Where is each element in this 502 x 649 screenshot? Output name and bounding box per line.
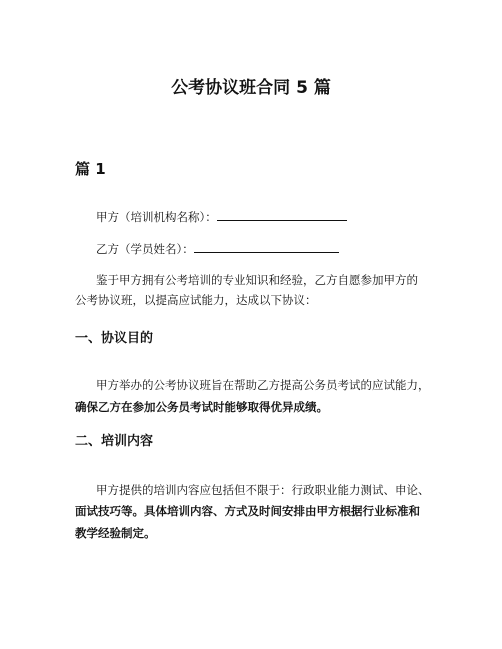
party-b-label: 乙方（学员姓名）：: [96, 242, 194, 256]
party-b-blank: [194, 240, 339, 253]
part-heading: 篇 1: [75, 160, 106, 178]
section-2-heading: 二、培训内容: [75, 434, 154, 449]
intro-line-1: 鉴于甲方拥有公考培训的专业知识和经验，乙方自愿参加甲方的: [96, 273, 418, 287]
party-a-label: 甲方（培训机构名称）：: [96, 210, 217, 224]
party-a-line: [96, 208, 347, 225]
section-1-line-1: 甲方举办的公考协议班旨在帮助乙方提高公务员考试的应试能力，: [96, 378, 430, 392]
party-a-blank: [217, 208, 347, 221]
section-2-line-3: 教学经验制定。: [75, 526, 156, 540]
section-2-line-1: 甲方提供的培训内容应包括但不限于：行政职业能力测试、申论、: [96, 483, 430, 497]
party-b-line: [96, 240, 339, 257]
document-title: 公考协议班合同 5 篇: [171, 78, 331, 98]
section-2-line-2: 面试技巧等。具体培训内容、方式及时间安排由甲方根据行业标准和: [75, 504, 420, 518]
intro-line-2: 公考协议班，以提高应试能力，达成以下协议：: [75, 293, 317, 307]
section-1-heading: 一、协议目的: [75, 331, 154, 346]
section-1-line-2: 确保乙方在参加公务员考试时能够取得优异成绩。: [75, 400, 328, 414]
